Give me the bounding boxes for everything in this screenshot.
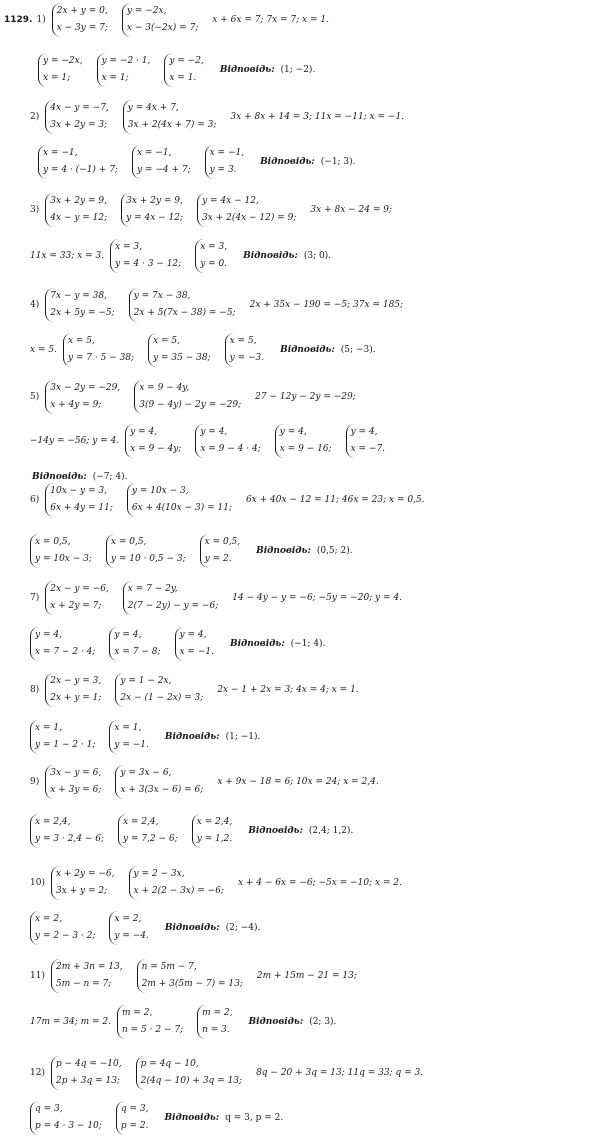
- equation: y = 7x − 38,: [133, 291, 191, 301]
- item-number: 1): [36, 15, 46, 25]
- equation: x = −1,: [136, 148, 172, 158]
- calculation: 17m = 34; m = 2.: [30, 1017, 111, 1027]
- equation: x = 3,: [200, 242, 228, 252]
- answer: [220, 65, 315, 75]
- equation: x = −1,: [43, 148, 78, 158]
- solution-line: [0, 719, 600, 755]
- equation: y = 2.: [204, 554, 232, 564]
- equation-system: [30, 627, 95, 661]
- equation: p = 2.: [120, 1121, 149, 1131]
- equation-system: [45, 288, 114, 322]
- equation: y = 4,: [350, 427, 378, 437]
- equation: 2x + y = 1;: [50, 693, 102, 703]
- equation-system: [63, 333, 134, 367]
- answer: [249, 1017, 337, 1027]
- equation: y = −2x,: [43, 56, 83, 66]
- equation: 3x + 2y = 3;: [50, 120, 108, 130]
- equation: y = 3x − 6,: [120, 768, 172, 778]
- equation-system: [38, 145, 118, 179]
- answer-value: (1; −2).: [280, 65, 316, 75]
- equation-system: [115, 765, 203, 799]
- equation-system: [51, 1056, 122, 1090]
- calculation: 6x + 40x − 12 = 11; 46x = 23; x = 0,5.: [245, 495, 425, 505]
- equation-system: [45, 581, 109, 615]
- equation-system: [117, 1005, 183, 1039]
- equation: y = −2x,: [126, 6, 167, 16]
- equation-system: [51, 959, 123, 993]
- equation-system: [275, 424, 332, 458]
- answer-label: Відповідь:: [248, 826, 303, 836]
- equation: 2p + 3q = 13;: [55, 1076, 120, 1086]
- equation: y = 3 · 2,4 − 6;: [35, 834, 104, 844]
- solution-line: [0, 52, 600, 88]
- solution-line: [0, 1100, 600, 1136]
- equation: y = 1 − 2x,: [120, 676, 172, 686]
- solution-line: [0, 958, 600, 994]
- calculation: 8q − 20 + 3q = 13; 11q = 33; q = 3.: [256, 1068, 424, 1078]
- equation-system: [30, 534, 92, 568]
- equation-system: [45, 765, 101, 799]
- answer: [32, 472, 127, 482]
- answer-value: (−1; 4).: [290, 639, 326, 649]
- equation-system: [127, 483, 232, 517]
- equation: 3x − 2y = −29,: [50, 383, 121, 393]
- equation: y = 4 · (−1) + 7;: [43, 165, 118, 175]
- item-number: 3): [30, 205, 40, 215]
- equation: 2(7 − 2y) − y = −6;: [127, 601, 219, 611]
- answer-value: q = 3, p = 2.: [225, 1113, 284, 1123]
- equation: x = 1;: [101, 73, 129, 83]
- equation: 3x + 2(4x + 7) = 3;: [127, 120, 217, 130]
- answer-label: Відповідь:: [280, 345, 335, 355]
- equation: y = 3.: [209, 165, 237, 175]
- answer-value: (2; 3).: [309, 1017, 337, 1027]
- equation: 2m + 3(5m − 7) = 13;: [141, 979, 243, 989]
- equation: y = −4.: [114, 931, 149, 941]
- calculation: 14 − 4y − y = −6; −5y = −20; y = 4.: [232, 593, 402, 603]
- answer-value: (3; 0).: [303, 251, 332, 261]
- item-number: 8): [30, 685, 40, 695]
- equation-system: [106, 534, 186, 568]
- equation: x = 0,5,: [110, 537, 147, 547]
- answer: [165, 923, 260, 933]
- equation: x = 2,: [114, 914, 142, 924]
- calculation: x = 5.: [30, 345, 57, 355]
- equation-system: [109, 720, 148, 754]
- equation: y = 10 · 0,5 − 3;: [110, 554, 186, 564]
- answer-value: (2,4; 1,2).: [308, 826, 354, 836]
- equation-system: [346, 424, 385, 458]
- answer: [230, 639, 325, 649]
- equation: 3x + y = 2;: [55, 886, 108, 896]
- equation: y = 4x − 12,: [202, 196, 259, 206]
- equation: 4x − y = 12;: [50, 213, 108, 223]
- solution-line: [0, 144, 600, 180]
- answer-label: Відповідь:: [256, 546, 311, 556]
- equation-system: [122, 3, 198, 37]
- equation: x = 5,: [153, 336, 181, 346]
- equation: y = −2,: [169, 56, 204, 66]
- equation-system: [129, 866, 224, 900]
- equation: x = −1,: [209, 148, 245, 158]
- answer-label: Відповідь:: [32, 472, 87, 482]
- equation: 2x − (1 − 2x) = 3;: [120, 693, 204, 703]
- solution-line: [0, 813, 600, 849]
- equation: x = 7 − 8;: [114, 647, 161, 657]
- equation-system: [115, 673, 203, 707]
- calculation: x + 6x = 7; 7x = 7; x = 1.: [212, 15, 329, 25]
- item-number: 4): [30, 300, 40, 310]
- equation-system: [30, 814, 104, 848]
- equation-system: [175, 627, 214, 661]
- equation-system: [225, 333, 264, 367]
- solution-line: [0, 910, 600, 946]
- equation: y = 4,: [279, 427, 307, 437]
- equation: x − 3y = 7;: [56, 23, 108, 33]
- answer-label: Відповідь:: [229, 639, 285, 649]
- item-number: 7): [30, 593, 40, 603]
- answer: [248, 826, 353, 836]
- equation: x = 1.: [169, 73, 197, 83]
- equation: 2x − y = −6,: [50, 584, 109, 594]
- equation: x + 2y = −6,: [55, 869, 115, 879]
- solution-line: [0, 192, 600, 228]
- equation: n = 5 · 2 − 7;: [121, 1025, 184, 1035]
- equation: y = 2 − 3 · 2;: [35, 931, 96, 941]
- equation: n = 3.: [202, 1025, 230, 1035]
- calculation: x + 4 − 6x = −6; −5x = −10; x = 2.: [237, 878, 402, 888]
- calculation: 11x = 33; x = 3.: [30, 251, 105, 261]
- equation: p = 4q − 10,: [140, 1059, 199, 1069]
- solution-line: [0, 580, 600, 616]
- equation-system: [129, 288, 236, 322]
- equation: x − 3(−2x) = 7;: [126, 23, 199, 33]
- equation: x = 9 − 4y,: [139, 383, 190, 393]
- equation: x + 2(2 − 3x) = −6;: [133, 886, 224, 896]
- answer-label: Відповідь:: [248, 1017, 304, 1027]
- equation-system: [30, 1101, 102, 1135]
- solution-line: [0, 99, 600, 135]
- equation-system: [197, 1005, 232, 1039]
- answer: [260, 157, 355, 167]
- equation-system: [45, 193, 107, 227]
- equation: x + 2y = 7;: [50, 601, 102, 611]
- answer-value: (2; −4).: [225, 923, 261, 933]
- solution-line: [0, 672, 600, 708]
- equation-system: [132, 145, 191, 179]
- equation: m = 2,: [121, 1008, 153, 1018]
- equation: x + 4y = 9;: [50, 400, 102, 410]
- equation-system: [116, 1101, 149, 1135]
- answer-label: Відповідь:: [164, 923, 220, 933]
- equation: 3x + 2(4x − 12) = 9;: [202, 213, 297, 223]
- equation-system: [197, 193, 296, 227]
- item-number: 5): [30, 392, 40, 402]
- item-number: 10): [30, 878, 45, 888]
- equation: 5m − n = 7;: [55, 979, 112, 989]
- answer: [243, 251, 331, 261]
- equation-system: [148, 333, 211, 367]
- calculation: 2x + 35x − 190 = −5; 37x = 185;: [249, 300, 404, 310]
- solution-line: [0, 1004, 600, 1040]
- equation: n = 5m − 7,: [141, 962, 197, 972]
- equation: y = 10x − 3,: [131, 486, 189, 496]
- equation: y = 4 · 3 − 12;: [115, 259, 182, 269]
- equation: x = 5,: [67, 336, 95, 346]
- equation-system: [45, 100, 109, 134]
- equation-system: [118, 814, 178, 848]
- solution-line: [0, 533, 600, 569]
- equation: p = 4 · 3 − 10;: [35, 1121, 102, 1131]
- equation: x = 0,5,: [35, 537, 71, 547]
- equation: y = 4,: [130, 427, 158, 437]
- equation: y = −4 + 7;: [136, 165, 191, 175]
- calculation: 27 − 12y − 2y = −29;: [255, 392, 356, 402]
- equation-system: [136, 1056, 242, 1090]
- equation-system: [195, 424, 260, 458]
- answer-label: Відповідь:: [164, 1113, 220, 1123]
- equation: 3x + 2y = 9,: [50, 196, 107, 206]
- solution-line: [0, 482, 600, 518]
- equation: x = 7 − 2y,: [127, 584, 178, 594]
- answer: [164, 1113, 283, 1123]
- answer-label: Відповідь:: [243, 251, 298, 261]
- equation: 2x + 5(7x − 38) = −5;: [133, 308, 236, 318]
- equation: x = 0,5,: [204, 537, 241, 547]
- equation: x = 3,: [115, 242, 142, 252]
- equation: x = −1.: [179, 647, 214, 657]
- equation: 3(9 − 4y) − 2y = −29;: [139, 400, 242, 410]
- equation: y = 4x + 7,: [127, 103, 179, 113]
- answer-label: Відповідь:: [164, 732, 220, 742]
- equation: y = 0.: [200, 259, 228, 269]
- equation-system: [110, 239, 181, 273]
- equation: y = −3.: [229, 353, 265, 363]
- equation: 10x − y = 3,: [50, 486, 107, 496]
- solution-line: [0, 764, 600, 800]
- item-number: 11): [30, 971, 45, 981]
- solution-line: [0, 238, 600, 274]
- solution-line: [0, 423, 600, 459]
- answer-label: Відповідь:: [219, 65, 275, 75]
- equation: 4x − y = −7,: [50, 103, 109, 113]
- equation: x = 2,4,: [196, 817, 233, 827]
- answer-value: (−1; 3).: [320, 157, 356, 167]
- equation: q = 3,: [35, 1104, 63, 1114]
- equation: q = 3,: [120, 1104, 149, 1114]
- equation-system: [51, 866, 115, 900]
- answer: [256, 546, 353, 556]
- equation: y = 1,2.: [196, 834, 233, 844]
- equation: 2(4q − 10) + 3q = 13;: [140, 1076, 243, 1086]
- equation-system: [30, 720, 95, 754]
- equation-system: [121, 193, 183, 227]
- equation-system: [97, 53, 151, 87]
- equation: y = −1.: [114, 740, 149, 750]
- equation: y = 4x − 12;: [126, 213, 184, 223]
- equation: x + 3y = 6;: [50, 785, 102, 795]
- calculation: 2m + 15m − 21 = 13;: [256, 971, 357, 981]
- equation-system: [164, 53, 203, 87]
- equation-system: [123, 100, 217, 134]
- equation-system: [52, 3, 108, 37]
- calculation: 3x + 8x − 24 = 9;: [310, 205, 393, 215]
- equation: 2x + y = 0,: [56, 6, 108, 16]
- equation: y = 4,: [179, 630, 207, 640]
- equation-system: [192, 814, 233, 848]
- equation: y = 35 − 38;: [153, 353, 211, 363]
- equation: y = 1 − 2 · 1;: [35, 740, 96, 750]
- equation: 3x + 2y = 9,: [126, 196, 183, 206]
- equation-system: [123, 581, 218, 615]
- equation: y = 2 − 3x,: [133, 869, 185, 879]
- equation: x = 2,: [35, 914, 62, 924]
- solution-line: [0, 1055, 600, 1091]
- equation: x = 2,4,: [123, 817, 159, 827]
- item-number: 9): [30, 777, 40, 787]
- equation: y = 7 · 5 − 38;: [67, 353, 135, 363]
- equation: y = 10x − 3;: [35, 554, 92, 564]
- equation: x = −7.: [350, 444, 386, 454]
- equation: 6x + 4(10x − 3) = 11;: [131, 503, 232, 513]
- equation: 3x − y = 6,: [50, 768, 102, 778]
- equation: x = 5,: [229, 336, 257, 346]
- equation-system: [134, 380, 241, 414]
- equation: p − 4q = −10,: [55, 1059, 122, 1069]
- equation-system: [30, 911, 95, 945]
- solution-line: [0, 379, 600, 415]
- equation: y = 4,: [114, 630, 142, 640]
- equation: x = 2,4,: [35, 817, 71, 827]
- equation: y = 4,: [35, 630, 62, 640]
- answer-value: (1; −1).: [225, 732, 261, 742]
- equation-system: [137, 959, 243, 993]
- solution-line: [0, 865, 600, 901]
- equation-system: [205, 145, 244, 179]
- equation: m = 2,: [202, 1008, 233, 1018]
- equation: x = 1;: [43, 73, 71, 83]
- equation: x = 1,: [35, 723, 62, 733]
- equation: x = 9 − 4 · 4;: [200, 444, 261, 454]
- answer: [165, 732, 260, 742]
- equation: 2m + 3n = 13,: [55, 962, 123, 972]
- item-number: 6): [30, 495, 40, 505]
- calculation: 3x + 8x + 14 = 3; 11x = −11; x = −1.: [230, 112, 405, 122]
- answer: [280, 345, 375, 355]
- equation: 2x + 5y = −5;: [50, 308, 115, 318]
- solution-line: [0, 626, 600, 662]
- calculation: x + 9x − 18 = 6; 10x = 24; x = 2,4.: [217, 777, 379, 787]
- solution-line: [0, 2, 600, 38]
- equation-system: [45, 673, 101, 707]
- answer-value: (0,5; 2).: [316, 546, 353, 556]
- equation-system: [195, 239, 227, 273]
- solution-line: [0, 332, 600, 368]
- answer-label: Відповідь:: [260, 157, 315, 167]
- equation-system: [109, 911, 148, 945]
- equation-system: [45, 483, 113, 517]
- equation-system: [200, 534, 241, 568]
- equation: 2x − y = 3,: [50, 676, 102, 686]
- equation: y = 7,2 − 6;: [123, 834, 178, 844]
- equation: y = 4,: [200, 427, 228, 437]
- equation: 7x − y = 38,: [50, 291, 107, 301]
- equation-system: [45, 380, 120, 414]
- answer-value: (5; −3).: [340, 345, 376, 355]
- equation: x = 7 − 2 · 4;: [35, 647, 96, 657]
- solution-line: [0, 287, 600, 323]
- calculation: −14y = −56; y = 4.: [30, 436, 120, 446]
- answer-value: (−7; 4).: [92, 472, 128, 482]
- calculation: 2x − 1 + 2x = 3; 4x = 4; x = 1.: [217, 685, 359, 695]
- equation-system: [38, 53, 83, 87]
- exercise-number: 1129.: [4, 15, 33, 25]
- equation: 6x + 4y = 11;: [50, 503, 113, 513]
- equation: x = 9 − 4y;: [130, 444, 182, 454]
- item-number: 12): [30, 1068, 45, 1078]
- equation: x = 1,: [114, 723, 142, 733]
- equation: x = 9 − 16;: [279, 444, 332, 454]
- equation: y = −2 · 1,: [101, 56, 151, 66]
- equation-system: [125, 424, 181, 458]
- equation: x + 3(3x − 6) = 6;: [120, 785, 204, 795]
- item-number: 2): [30, 112, 40, 122]
- equation-system: [109, 627, 160, 661]
